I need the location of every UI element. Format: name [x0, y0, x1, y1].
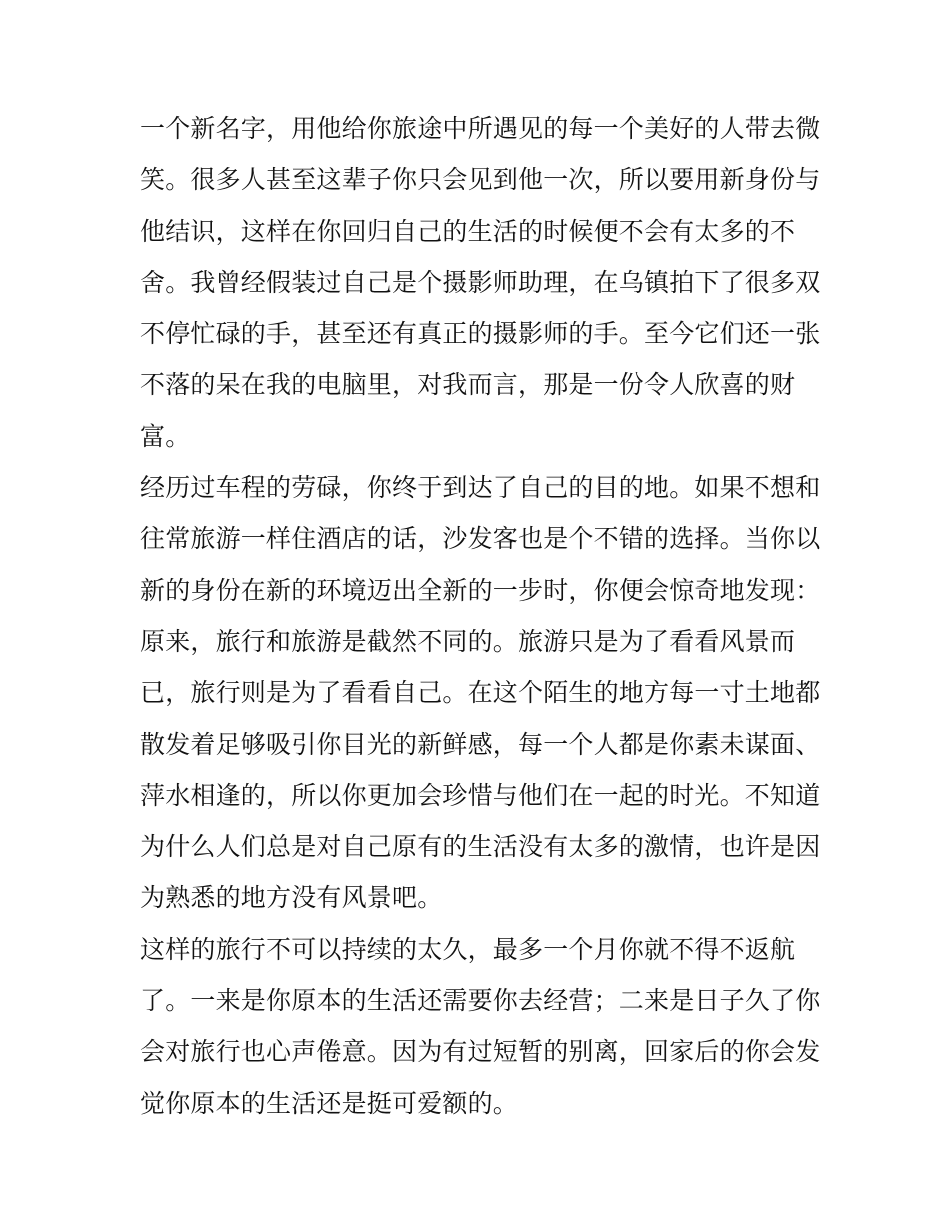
text-line: 舍。我曾经假装过自己是个摄影师助理，在乌镇拍下了很多双 — [140, 267, 821, 297]
text-line: 觉你原本的生活还是挺可爱额的。 — [140, 1088, 519, 1118]
paragraph — [140, 103, 820, 462]
text-line: 笑。很多人甚至这辈子你只会见到他一次，所以要用新身份与 — [140, 165, 821, 195]
text-line: 为什么人们总是对自己原有的生活没有太多的激情，也许是因 — [140, 832, 821, 862]
text-line: 这样的旅行不可以持续的太久，最多一个月你就不得不返航 — [140, 934, 796, 964]
text-line: 不落的呆在我的电脑里，对我而言，那是一份令人欣喜的财 — [140, 370, 796, 400]
text-line: 经历过车程的劳碌，你终于到达了自己的目的地。如果不想和 — [140, 473, 821, 503]
document-body — [140, 103, 820, 1129]
text-line: 散发着足够吸引你目光的新鲜感，每一个人都是你素未谋面、 — [140, 729, 821, 759]
paragraph — [140, 924, 820, 1129]
text-line: 萍水相逢的，所以你更加会珍惜与他们在一起的时光。不知道 — [140, 780, 821, 810]
text-line: 往常旅游一样住酒店的话，沙发客也是个不错的选择。当你以 — [140, 524, 821, 554]
text-line: 一个新名字，用他给你旅途中所遇见的每一个美好的人带去微 — [140, 114, 821, 143]
text-line: 他结识，这样在你回归自己的生活的时候便不会有太多的不 — [140, 216, 796, 246]
text-line: 了。一来是你原本的生活还需要你去经营；二来是日子久了你 — [140, 986, 821, 1016]
text-line: 会对旅行也心声倦意。因为有过短暂的别离，回家后的你会发 — [140, 1037, 821, 1067]
text-line: 新的身份在新的环境迈出全新的一步时，你便会惊奇地发现： — [140, 575, 821, 605]
text-line: 为熟悉的地方没有风景吧。 — [140, 883, 443, 913]
text-line: 富。 — [140, 421, 191, 451]
text-line: 原来，旅行和旅游是截然不同的。旅游只是为了看看风景而 — [140, 626, 796, 656]
text-line: 已，旅行则是为了看看自己。在这个陌生的地方每一寸土地都 — [140, 678, 821, 708]
text-line: 不停忙碌的手，甚至还有真正的摄影师的手。至今它们还一张 — [140, 319, 821, 349]
paragraph — [140, 462, 820, 924]
